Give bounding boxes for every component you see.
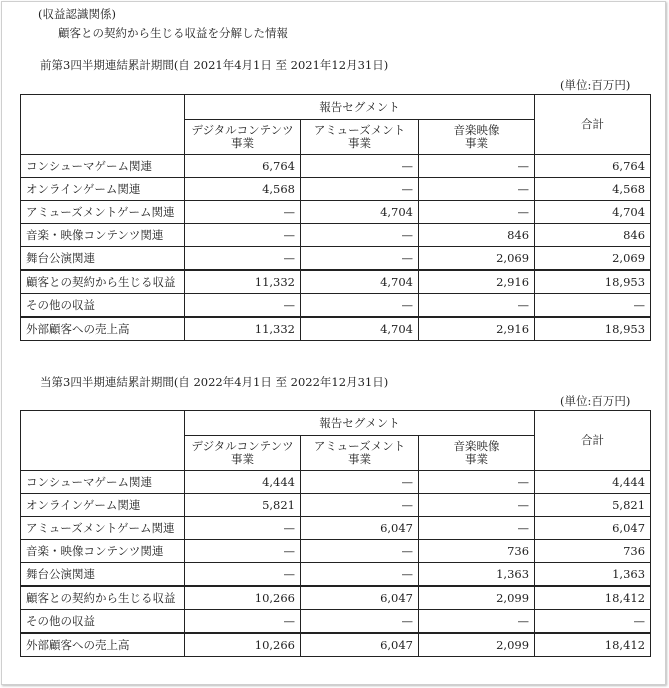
table-row-subtotal: 顧客との契約から生じる収益 11,332 4,704 2,916 18,953 — [21, 270, 651, 294]
revenue-table-current — [20, 410, 651, 657]
table-row-subtotal: 顧客との契約から生じる収益 10,266 6,047 2,099 18,412 — [21, 586, 651, 610]
revenue-table-prior — [20, 94, 651, 341]
table-row: アミューズメントゲーム関連 — 6,047 — 6,047 — [21, 517, 651, 540]
digital-contents-header: デジタルコンテンツ 事業 — [185, 120, 301, 155]
period-title-prior: 前第3四半期連結累計期間(自 2021年4月1日 至 2021年12月31日) — [40, 58, 389, 72]
section-label: (収益認識関係) — [38, 7, 116, 21]
subtitle: 顧客との契約から生じる収益を分解した情報 — [58, 26, 288, 40]
table-row-total: 外部顧客への売上高 11,332 4,704 2,916 18,953 — [21, 317, 651, 341]
table-row: オンラインゲーム関連 5,821 — — 5,821 — [21, 494, 651, 517]
table-row: 舞台公演関連 — — 2,069 2,069 — [21, 247, 651, 271]
segment-group-header: 報告セグメント — [185, 411, 535, 436]
table-row: 舞台公演関連 — — 1,363 1,363 — [21, 563, 651, 587]
total-header: 合計 — [535, 95, 651, 155]
header-blank — [21, 95, 185, 155]
table-row: その他の収益 — — — — — [21, 294, 651, 318]
digital-contents-header: デジタルコンテンツ 事業 — [185, 436, 301, 471]
table-row-total: 外部顧客への売上高 10,266 6,047 2,099 18,412 — [21, 633, 651, 657]
unit-label-current: (単位:百万円) — [560, 394, 631, 408]
table-row: コンシューマゲーム関連 6,764 — — 6,764 — [21, 155, 651, 178]
table-row: オンラインゲーム関連 4,568 — — 4,568 — [21, 178, 651, 201]
header-blank — [21, 411, 185, 471]
table-row: 音楽・映像コンテンツ関連 — — 846 846 — [21, 224, 651, 247]
amusement-header: アミューズメント 事業 — [301, 436, 419, 471]
table-row: コンシューマゲーム関連 4,444 — — 4,444 — [21, 471, 651, 494]
unit-label-prior: (単位:百万円) — [560, 78, 631, 92]
amusement-header: アミューズメント 事業 — [301, 120, 419, 155]
period-title-current: 当第3四半期連結累計期間(自 2022年4月1日 至 2022年12月31日) — [40, 375, 389, 389]
table-row: アミューズメントゲーム関連 — 4,704 — 4,704 — [21, 201, 651, 224]
music-video-header: 音楽映像 事業 — [419, 436, 535, 471]
segment-group-header: 報告セグメント — [185, 95, 535, 120]
total-header: 合計 — [535, 411, 651, 471]
music-video-header: 音楽映像 事業 — [419, 120, 535, 155]
table-row: 音楽・映像コンテンツ関連 — — 736 736 — [21, 540, 651, 563]
table-row: その他の収益 — — — — — [21, 610, 651, 634]
